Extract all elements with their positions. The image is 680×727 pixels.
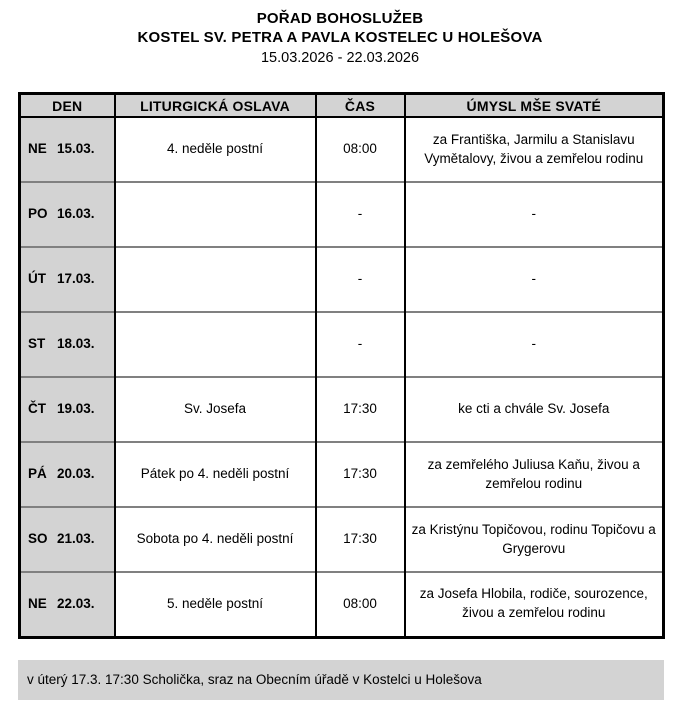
celebration-cell: Sobota po 4. neděli postní (115, 507, 316, 572)
day-cell (20, 312, 115, 377)
column-header-liturgicka-oslava: LITURGICKÁ OSLAVA (115, 94, 316, 118)
celebration-cell (115, 247, 316, 312)
celebration-cell (115, 182, 316, 247)
page-title: POŘAD BOHOSLUŽEB (256, 10, 424, 27)
intention-cell: za Josefa Hlobila, rodiče, sourozence, živou a zemřelou rodinu (405, 572, 664, 637)
day-abbr: ÚT (28, 271, 46, 287)
intention-cell: za zemřelého Juliusa Kaňu, živou a zemřelou rodinu (405, 442, 664, 507)
table-row (20, 442, 664, 507)
schedule-table (18, 92, 665, 639)
column-header-den: DEN (20, 94, 115, 118)
day-cell (20, 247, 115, 312)
celebration-cell: 5. neděle postní (115, 572, 316, 637)
day-cell (20, 507, 115, 572)
day-date: 18.03. (57, 336, 95, 352)
day-cell (20, 572, 115, 637)
time-cell: - (316, 247, 405, 312)
table-row (20, 182, 664, 247)
time-cell: 17:30 (316, 442, 405, 507)
intention-cell: - (405, 247, 664, 312)
day-date: 16.03. (57, 206, 95, 222)
celebration-cell: 4. neděle postní (115, 117, 316, 182)
day-abbr: NE (28, 595, 47, 611)
time-cell: 08:00 (316, 117, 405, 182)
footer-note: v úterý 17.3. 17:30 Scholička, sraz na Obecním úřadě v Kostelci u Holešova (18, 660, 664, 700)
day-date: 21.03. (57, 531, 95, 547)
intention-cell: za Františka, Jarmilu a Stanislavu Vymětalovy, živou a zemřelou rodinu (405, 117, 664, 182)
day-cell (20, 442, 115, 507)
table-row (20, 117, 664, 182)
time-cell: - (316, 312, 405, 377)
celebration-cell: Pátek po 4. neděli postní (115, 442, 316, 507)
table-row (20, 507, 664, 572)
day-abbr: PÁ (28, 466, 47, 482)
celebration-cell (115, 312, 316, 377)
document-header (0, 0, 680, 68)
page-subtitle: KOSTEL SV. PETRA A PAVLA KOSTELEC U HOLEŠOVA (137, 29, 543, 46)
time-cell: 17:30 (316, 377, 405, 442)
table-header-row (20, 94, 664, 118)
table-row (20, 572, 664, 637)
time-cell: - (316, 182, 405, 247)
day-abbr: ČT (28, 401, 46, 417)
day-date: 17.03. (57, 271, 95, 287)
table-row (20, 377, 664, 442)
intention-cell: ke cti a chvále Sv. Josefa (405, 377, 664, 442)
table-row (20, 247, 664, 312)
day-abbr: SO (28, 531, 48, 547)
intention-cell: za Kristýnu Topičovou, rodinu Topičovu a Grygerovu (405, 507, 664, 572)
day-abbr: NE (28, 141, 47, 157)
table-row (20, 312, 664, 377)
day-abbr: PO (28, 206, 48, 222)
time-cell: 08:00 (316, 572, 405, 637)
day-cell (20, 377, 115, 442)
day-cell (20, 182, 115, 247)
column-header-umysl-mse-svate: ÚMYSL MŠE SVATÉ (405, 94, 664, 118)
column-header-cas: ČAS (316, 94, 405, 118)
time-cell: 17:30 (316, 507, 405, 572)
day-date: 15.03. (57, 141, 95, 157)
day-date: 20.03. (57, 466, 95, 482)
date-range: 15.03.2026 - 22.03.2026 (260, 50, 420, 66)
day-abbr: ST (28, 336, 46, 352)
day-cell (20, 117, 115, 182)
day-date: 22.03. (57, 595, 95, 611)
day-date: 19.03. (57, 401, 95, 417)
celebration-cell: Sv. Josefa (115, 377, 316, 442)
intention-cell: - (405, 312, 664, 377)
intention-cell: - (405, 182, 664, 247)
